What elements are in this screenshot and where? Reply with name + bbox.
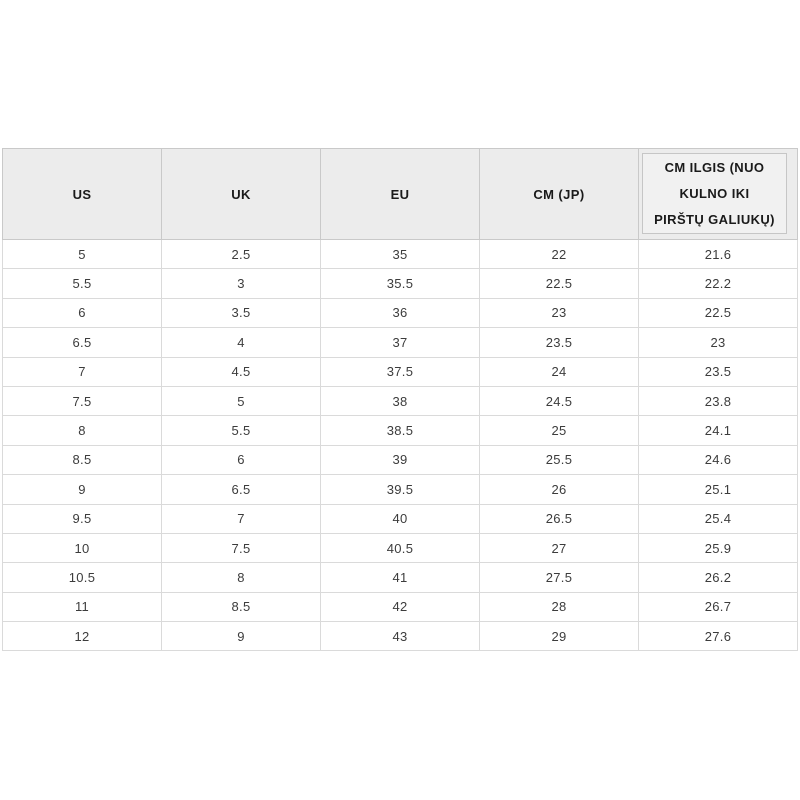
size-cell: 8.5: [3, 445, 162, 474]
size-cell: 6.5: [162, 475, 321, 504]
size-table-body: [3, 240, 798, 651]
size-cell: 35: [321, 240, 480, 269]
size-cell: 40.5: [321, 533, 480, 562]
table-row: [3, 240, 798, 269]
size-cell: 7: [162, 504, 321, 533]
size-cell: 22: [480, 240, 639, 269]
size-cell: 25.4: [639, 504, 798, 533]
size-cell: 26.7: [639, 592, 798, 621]
size-cell: 27.5: [480, 563, 639, 592]
size-cell: 3: [162, 269, 321, 298]
column-header-uk: UK: [162, 149, 321, 240]
size-cell: 28: [480, 592, 639, 621]
size-cell: 27.6: [639, 622, 798, 651]
column-header-eu: EU: [321, 149, 480, 240]
table-row: [3, 328, 798, 357]
size-cell: 42: [321, 592, 480, 621]
size-cell: 25.9: [639, 533, 798, 562]
size-cell: 5.5: [3, 269, 162, 298]
size-cell: 4: [162, 328, 321, 357]
size-cell: 38: [321, 386, 480, 415]
size-cell: 8.5: [162, 592, 321, 621]
highlighted-column-box: [642, 153, 787, 234]
column-header-us: US: [3, 149, 162, 240]
size-cell: 22.5: [480, 269, 639, 298]
size-cell: 7: [3, 357, 162, 386]
size-cell: 40: [321, 504, 480, 533]
size-cell: 25: [480, 416, 639, 445]
size-cell: 27: [480, 533, 639, 562]
table-row: [3, 269, 798, 298]
table-row: [3, 445, 798, 474]
size-cell: 5.5: [162, 416, 321, 445]
size-cell: 39.5: [321, 475, 480, 504]
size-cell: 25.1: [639, 475, 798, 504]
size-cell: 24: [480, 357, 639, 386]
size-cell: 8: [162, 563, 321, 592]
size-cell: 9: [162, 622, 321, 651]
size-cell: 37.5: [321, 357, 480, 386]
column-header-cm-jp: CM (JP): [480, 149, 639, 240]
size-cell: 37: [321, 328, 480, 357]
size-cell: 38.5: [321, 416, 480, 445]
size-cell: 26: [480, 475, 639, 504]
size-cell: 35.5: [321, 269, 480, 298]
size-cell: 23.5: [639, 357, 798, 386]
header-row: [3, 149, 798, 240]
table-row: [3, 386, 798, 415]
size-cell: 5: [162, 386, 321, 415]
size-cell: 23.5: [480, 328, 639, 357]
size-cell: 9: [3, 475, 162, 504]
table-row: [3, 416, 798, 445]
size-cell: 8: [3, 416, 162, 445]
size-cell: 21.6: [639, 240, 798, 269]
size-cell: 23: [639, 328, 798, 357]
table-row: [3, 592, 798, 621]
size-cell: 6.5: [3, 328, 162, 357]
size-cell: 6: [162, 445, 321, 474]
table-row: [3, 298, 798, 327]
size-cell: 10.5: [3, 563, 162, 592]
column-header-cm-ilgis: [639, 149, 798, 240]
size-table-header: [3, 149, 798, 240]
size-cell: 26.5: [480, 504, 639, 533]
size-cell: 39: [321, 445, 480, 474]
size-cell: 43: [321, 622, 480, 651]
size-cell: 25.5: [480, 445, 639, 474]
table-row: [3, 357, 798, 386]
size-cell: 5: [3, 240, 162, 269]
table-row: [3, 622, 798, 651]
size-cell: 3.5: [162, 298, 321, 327]
size-cell: 23.8: [639, 386, 798, 415]
table-row: [3, 563, 798, 592]
size-cell: 23: [480, 298, 639, 327]
size-conversion-table: [2, 148, 798, 651]
size-cell: 4.5: [162, 357, 321, 386]
size-cell: 11: [3, 592, 162, 621]
table-row: [3, 533, 798, 562]
size-cell: 2.5: [162, 240, 321, 269]
table-row: [3, 475, 798, 504]
size-cell: 24.1: [639, 416, 798, 445]
size-cell: 24.6: [639, 445, 798, 474]
size-cell: 24.5: [480, 386, 639, 415]
size-cell: 10: [3, 533, 162, 562]
size-cell: 29: [480, 622, 639, 651]
column-header-cm-ilgis-label: CM ILGIS (NUO KULNO IKI PIRŠTŲ GALIUKŲ): [654, 159, 775, 227]
size-cell: 7.5: [3, 386, 162, 415]
size-cell: 6: [3, 298, 162, 327]
size-cell: 26.2: [639, 563, 798, 592]
size-cell: 9.5: [3, 504, 162, 533]
table-row: [3, 504, 798, 533]
size-cell: 22.5: [639, 298, 798, 327]
size-cell: 41: [321, 563, 480, 592]
size-cell: 22.2: [639, 269, 798, 298]
size-cell: 36: [321, 298, 480, 327]
size-cell: 12: [3, 622, 162, 651]
size-cell: 7.5: [162, 533, 321, 562]
